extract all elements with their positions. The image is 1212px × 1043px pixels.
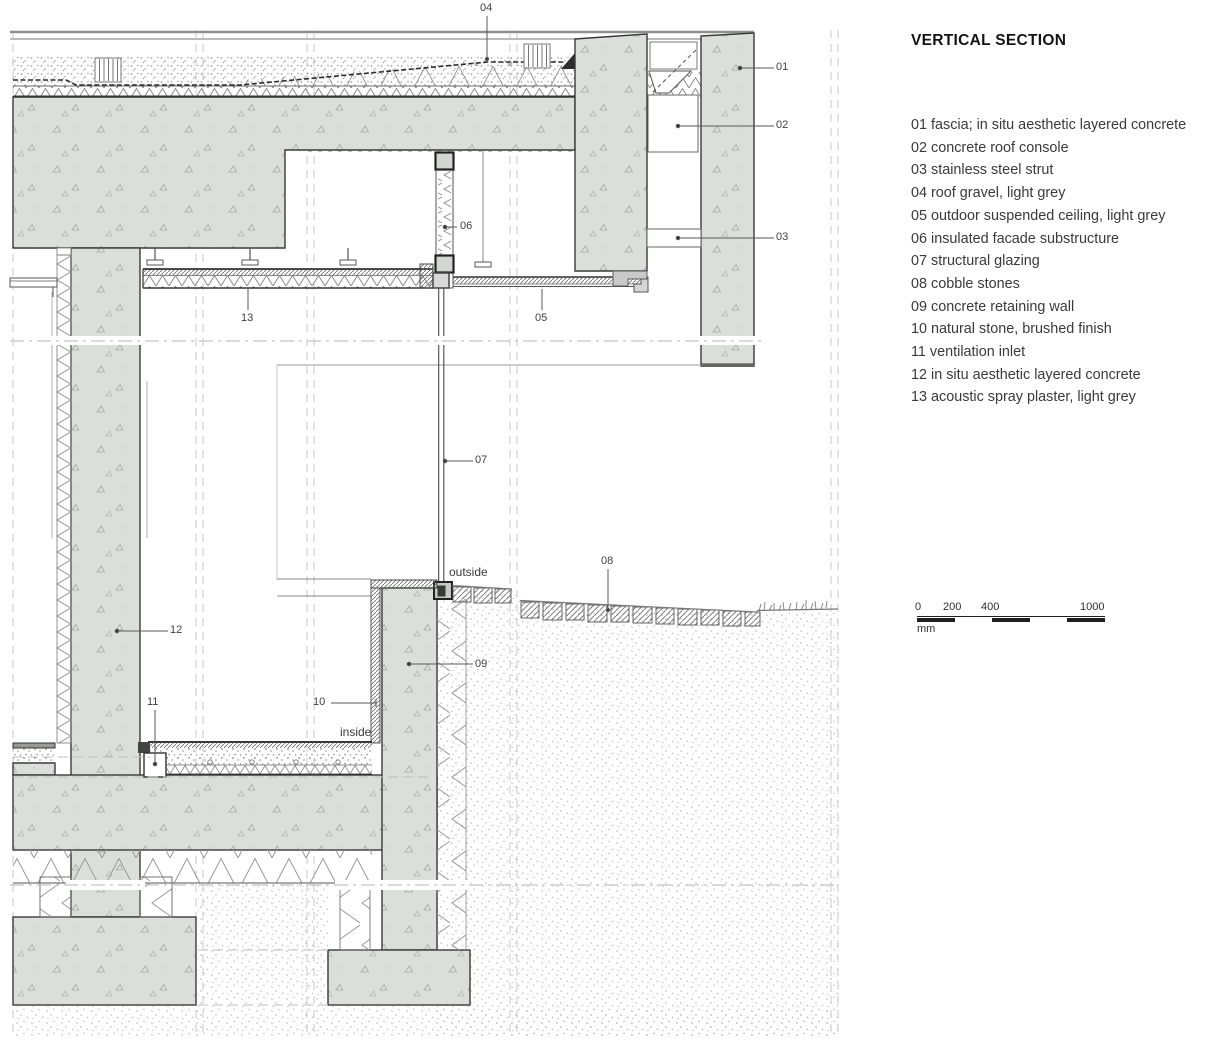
scale-unit: mm (917, 623, 936, 635)
callout-12: 12 (170, 624, 183, 636)
callout-03: 03 (776, 231, 789, 243)
callout-06: 06 (460, 220, 473, 232)
legend-item: 01 fascia; in situ aesthetic layered concrete (911, 117, 1187, 133)
legend-panel (911, 32, 1211, 409)
legend-item: 03 stainless steel strut (911, 162, 1054, 179)
legend-item: 07 structural glazing (911, 253, 1040, 270)
scale-tick-1000: 1000 (1080, 601, 1105, 613)
callout-07: 07 (475, 454, 488, 466)
projection-lines (52, 292, 754, 596)
legend-item: 02 concrete roof console (911, 139, 1069, 156)
callout-04: 04 (480, 2, 493, 14)
inside-label: inside (340, 725, 372, 739)
legend-item: 08 cobble stones (911, 275, 1020, 292)
legend-item: 10 natural stone, brushed finish (911, 321, 1112, 338)
callout-01: 01 (776, 61, 789, 73)
page-title: VERTICAL SECTION (911, 32, 1067, 49)
scale-bar-segment (1067, 618, 1105, 623)
legend-item: 11 ventilation inlet (911, 344, 1026, 361)
callout-09: 09 (475, 658, 488, 670)
callout-05: 05 (535, 312, 548, 324)
legend-item: 13 acoustic spray plaster, light grey (911, 389, 1136, 406)
legend-item: 09 concrete retaining wall (911, 298, 1075, 315)
structural-glazing (434, 288, 452, 599)
callout-08: 08 (601, 555, 614, 567)
callout-10: 10 (313, 696, 326, 708)
scale-bar-segment (992, 618, 1030, 623)
callout-02: 02 (776, 119, 789, 131)
legend-list (911, 114, 1211, 409)
legend-item: 05 outdoor suspended ceiling, light grey (911, 207, 1166, 224)
callout-13: 13 (241, 312, 254, 324)
scale-bar (917, 602, 1105, 638)
scale-tick-200: 200 (943, 601, 962, 613)
scale-tick-400: 400 (981, 601, 1000, 613)
interior-ceiling (143, 248, 433, 288)
outside-label: outside (449, 565, 488, 579)
legend-item: 06 insulated facade substructure (911, 230, 1119, 247)
legend-item: 12 in situ aesthetic layered concrete (911, 366, 1141, 383)
facade-substructure (433, 153, 454, 289)
legend-item: 04 roof gravel, light grey (911, 185, 1066, 202)
scale-bar-segment (917, 618, 955, 623)
scale-tick-0: 0 (915, 601, 922, 613)
floor-buildup (13, 742, 372, 777)
callout-11: 11 (147, 696, 159, 708)
wall-insulation (10, 248, 71, 743)
